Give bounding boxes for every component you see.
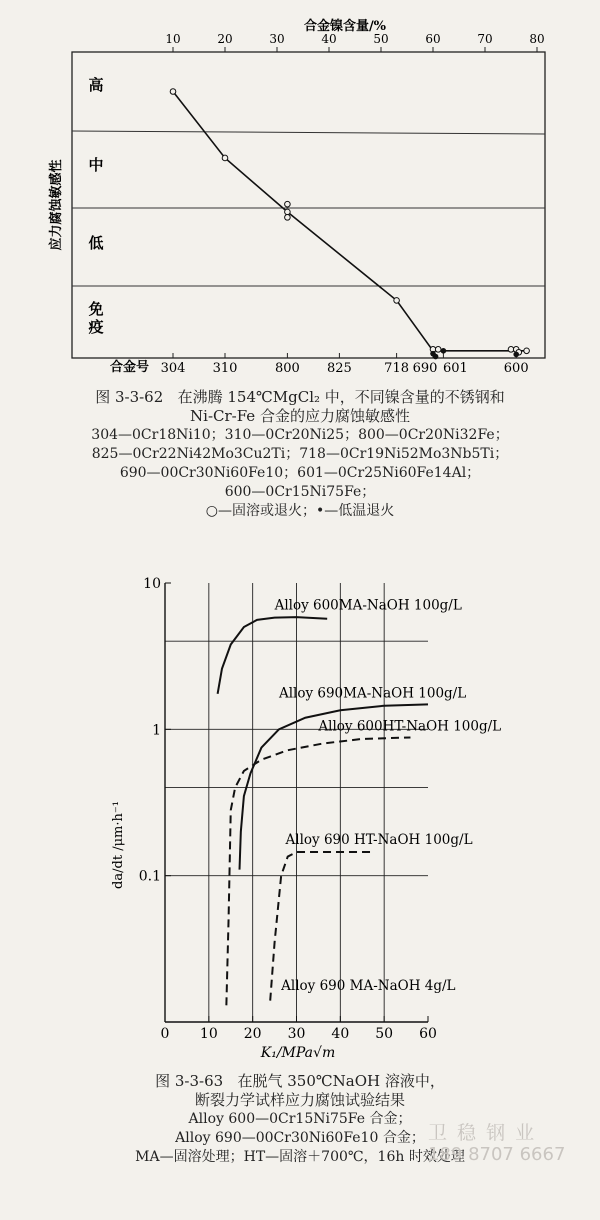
- watermark-text: 卫 稳 钢 业: [428, 1122, 537, 1144]
- x-tick-label: 60: [419, 1026, 437, 1042]
- y-tick-label: 10: [143, 576, 161, 592]
- top-tick-label: 40: [321, 32, 337, 46]
- fig1-legend-3: 690—00Cr30Ni60Fe10；601—0Cr25Ni60Fe14Al；: [119, 465, 481, 481]
- top-tick-label: 30: [269, 32, 285, 46]
- x-axis-label: K₁/MPa√m: [260, 1045, 336, 1061]
- bottom-axis-label: 合金号: [110, 360, 150, 375]
- fig1-legend-2: 825—0Cr22Ni42Mo3Cu2Ti；718—0Cr19Ni52Mo3Nb5Ti；: [91, 446, 509, 462]
- fig2-legend-1: Alloy 600—0Cr15Ni75Fe 合金；: [188, 1111, 412, 1127]
- bottom-tick-label: 304: [160, 361, 186, 376]
- fig2-legend-3: MA—固溶处理；HT—固溶＋700℃，16h 时效处理: [135, 1149, 465, 1165]
- series-label: Alloy 690 HT-NaOH 100g/L: [285, 831, 473, 848]
- top-tick-label: 60: [425, 32, 441, 46]
- series-labels: [274, 597, 502, 994]
- series-line: [226, 737, 410, 1005]
- x-tick-label: 50: [375, 1026, 394, 1042]
- series-label: Alloy 600MA-NaOH 100g/L: [274, 597, 462, 614]
- top-tick-label: 80: [529, 32, 545, 46]
- fig1-legend-1: 304—0Cr18Ni10；310—0Cr20Ni25；800—0Cr20Ni32Fe；: [91, 427, 509, 443]
- bottom-tick-label: 601: [442, 361, 468, 376]
- bottom-tick-label: 718: [384, 361, 410, 376]
- fig1-legend-4: 600—0Cr15Ni75Fe；: [224, 484, 376, 500]
- top-tick-label: 10: [165, 32, 181, 46]
- x-tick-label: 0: [160, 1026, 170, 1042]
- watermark-phone: 189 8707 6667: [428, 1144, 566, 1165]
- series-label: Alloy 690 MA-NaOH 4g/L: [281, 978, 456, 995]
- fig1-number: 图 3-3-62: [95, 388, 164, 406]
- top-axis-label: 合金镍含量/%: [303, 19, 387, 34]
- fig2-number: 图 3-3-63: [155, 1072, 224, 1090]
- bottom-tick-label: 800: [274, 361, 300, 376]
- x-tick-label: 30: [287, 1026, 306, 1042]
- fig1-legend-5: ○—固溶或退火；•—低温退火: [205, 503, 395, 519]
- y-axis-label: da/dt /μm·h⁻¹: [111, 801, 126, 889]
- bottom-tick-label: 825: [326, 361, 352, 376]
- y-level-label: 疫: [88, 318, 104, 336]
- bottom-tick-label: 600: [503, 361, 529, 376]
- y-tick-label: 1: [152, 722, 161, 739]
- y-level-label: 低: [88, 234, 104, 252]
- y-tick-label: 0.1: [138, 868, 161, 885]
- fig2-legend-2: Alloy 690—00Cr30Ni60Fe10 合金；: [175, 1130, 425, 1146]
- y-axis-label: 应力腐蚀敏感性: [49, 159, 64, 251]
- series-line: [218, 617, 328, 694]
- series-lines: [218, 617, 428, 1005]
- fig1-title-line2: Ni-Cr-Fe 合金的应力腐蚀敏感性: [190, 407, 410, 425]
- grid: [165, 583, 428, 1022]
- y-level-label: 高: [88, 76, 104, 94]
- bottom-tick-label: 310: [212, 361, 238, 376]
- x-tick-label: 20: [243, 1026, 262, 1042]
- fig2-title: 在脱气 350℃NaOH 溶液中，: [237, 1072, 445, 1090]
- y-level-label: 免: [88, 300, 104, 318]
- fig2-title-line2: 断裂力学试样应力腐蚀试验结果: [194, 1091, 405, 1109]
- top-tick-label: 70: [477, 32, 493, 46]
- top-tick-label: 20: [217, 32, 233, 46]
- y-level-label: 中: [88, 156, 104, 174]
- x-tick-label: 10: [199, 1026, 218, 1042]
- bottom-tick-label: 690: [412, 361, 438, 376]
- top-tick-label: 50: [373, 32, 389, 46]
- x-tick-label: 40: [331, 1026, 350, 1042]
- series-label: Alloy 600HT-NaOH 100g/L: [318, 718, 502, 735]
- series-label: Alloy 690MA-NaOH 100g/L: [278, 685, 467, 702]
- axes: [139, 576, 437, 1042]
- fig1-title: 在沸腾 154℃MgCl₂ 中，不同镍含量的不锈钢和: [177, 388, 505, 406]
